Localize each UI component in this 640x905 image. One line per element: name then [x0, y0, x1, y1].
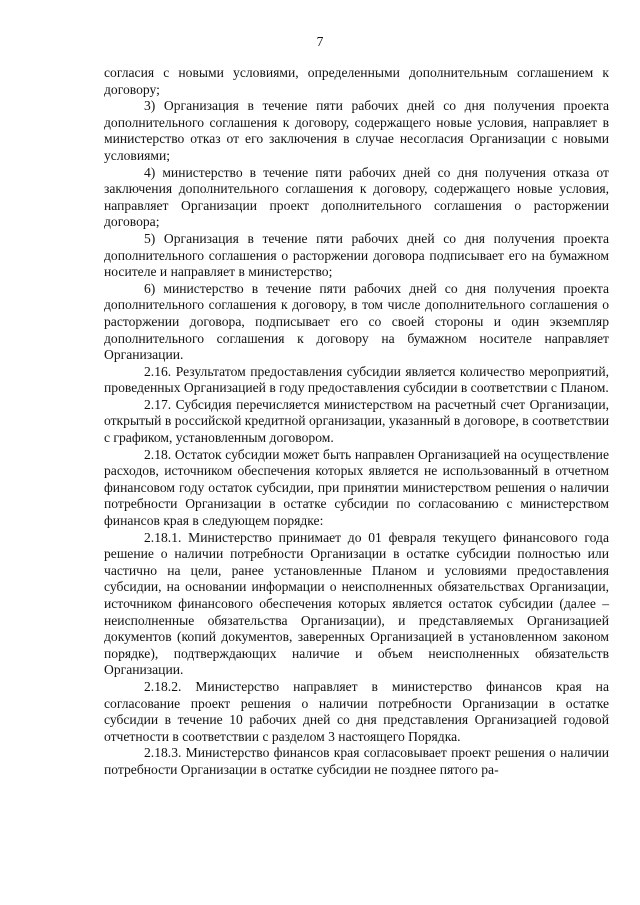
paragraph-item-4: 4) министерство в течение пяти рабочих дней со дня получения отказа от заключения дополнительного соглашения к договору, содержащего новые условия, направляет Организации проект дополнительного соглашения о расторжении договора;: [104, 164, 609, 230]
paragraph-item-5: 5) Организация в течение пяти рабочих дней со дня получения проекта дополнительного соглашения о расторжении договора подписывает его на бумажном носителе и направляет в министерство;: [104, 230, 609, 280]
paragraph-2-18: 2.18. Остаток субсидии может быть направлен Организацией на осуществление расходов, источником обеспечения которых является не использованный в отчетном финансовом году остаток субсидии, при принятии министерством решения о наличии потребности Организации в остатке субсидии по согласованию с министерством финансов края в следующем порядке:: [104, 446, 609, 529]
paragraph-item-6: 6) министерство в течение пяти рабочих дней со дня получения проекта дополнительного соглашения к договору, в том числе дополнительного соглашения о расторжении договора, подписывает его со своей стороны и один экземпляр дополнительного соглашения к договору на бумажном носителе направляет Организации.: [104, 280, 609, 363]
document-body: [104, 65, 609, 779]
paragraph-item-3: 3) Организация в течение пяти рабочих дней со дня получения проекта дополнительного соглашения к договору, содержащего новые условия, направляет в министерство отказ от его заключения в случае несогласия Организации с новыми условиями;: [104, 98, 609, 163]
page-number: 7: [316, 34, 324, 49]
paragraph-2-18-3: 2.18.3. Министерство финансов края согласовывает проект решения о наличии потребности Организации в остатке субсидии не позднее пятого ра-: [104, 745, 609, 777]
paragraph-continuation: согласия с новыми условиями, определенными дополнительным соглашением к договору;: [104, 65, 609, 97]
paragraph-2-18-2: 2.18.2. Министерство направляет в министерство финансов края на согласование проект решения о наличии потребности Организации в остатке субсидии в течение 10 рабочих дней со дня представления Организацией годовой отчетности в соответствии с разделом 3 настоящего Порядка.: [104, 678, 609, 744]
paragraph-2-18-1: 2.18.1. Министерство принимает до 01 февраля текущего финансового года решение о наличии потребности Организации в остатке субсидии полностью или частично на цели, ранее установленные Планом и условиями предоставления субсидии, на основании информации о неисполненных обязательствах Организации, источником финансового обеспечения которых является остаток субсидии (далее – неисполненные обязательства Организации), и представляемых Организацией документов (копий документов, заверенных Организацией в установленном законом порядке), подтверждающих наличие и объем неисполненных обязательств Организации.: [104, 529, 609, 678]
paragraph-2-17: 2.17. Субсидия перечисляется министерством на расчетный счет Организации, открытый в российской кредитной организации, указанный в договоре, в соответствии с графиком, установленным договором.: [104, 396, 609, 446]
paragraph-2-16: 2.16. Результатом предоставления субсидии является количество мероприятий, проведенных Организацией в году предоставления субсидии в соответствии с Планом.: [104, 363, 609, 396]
